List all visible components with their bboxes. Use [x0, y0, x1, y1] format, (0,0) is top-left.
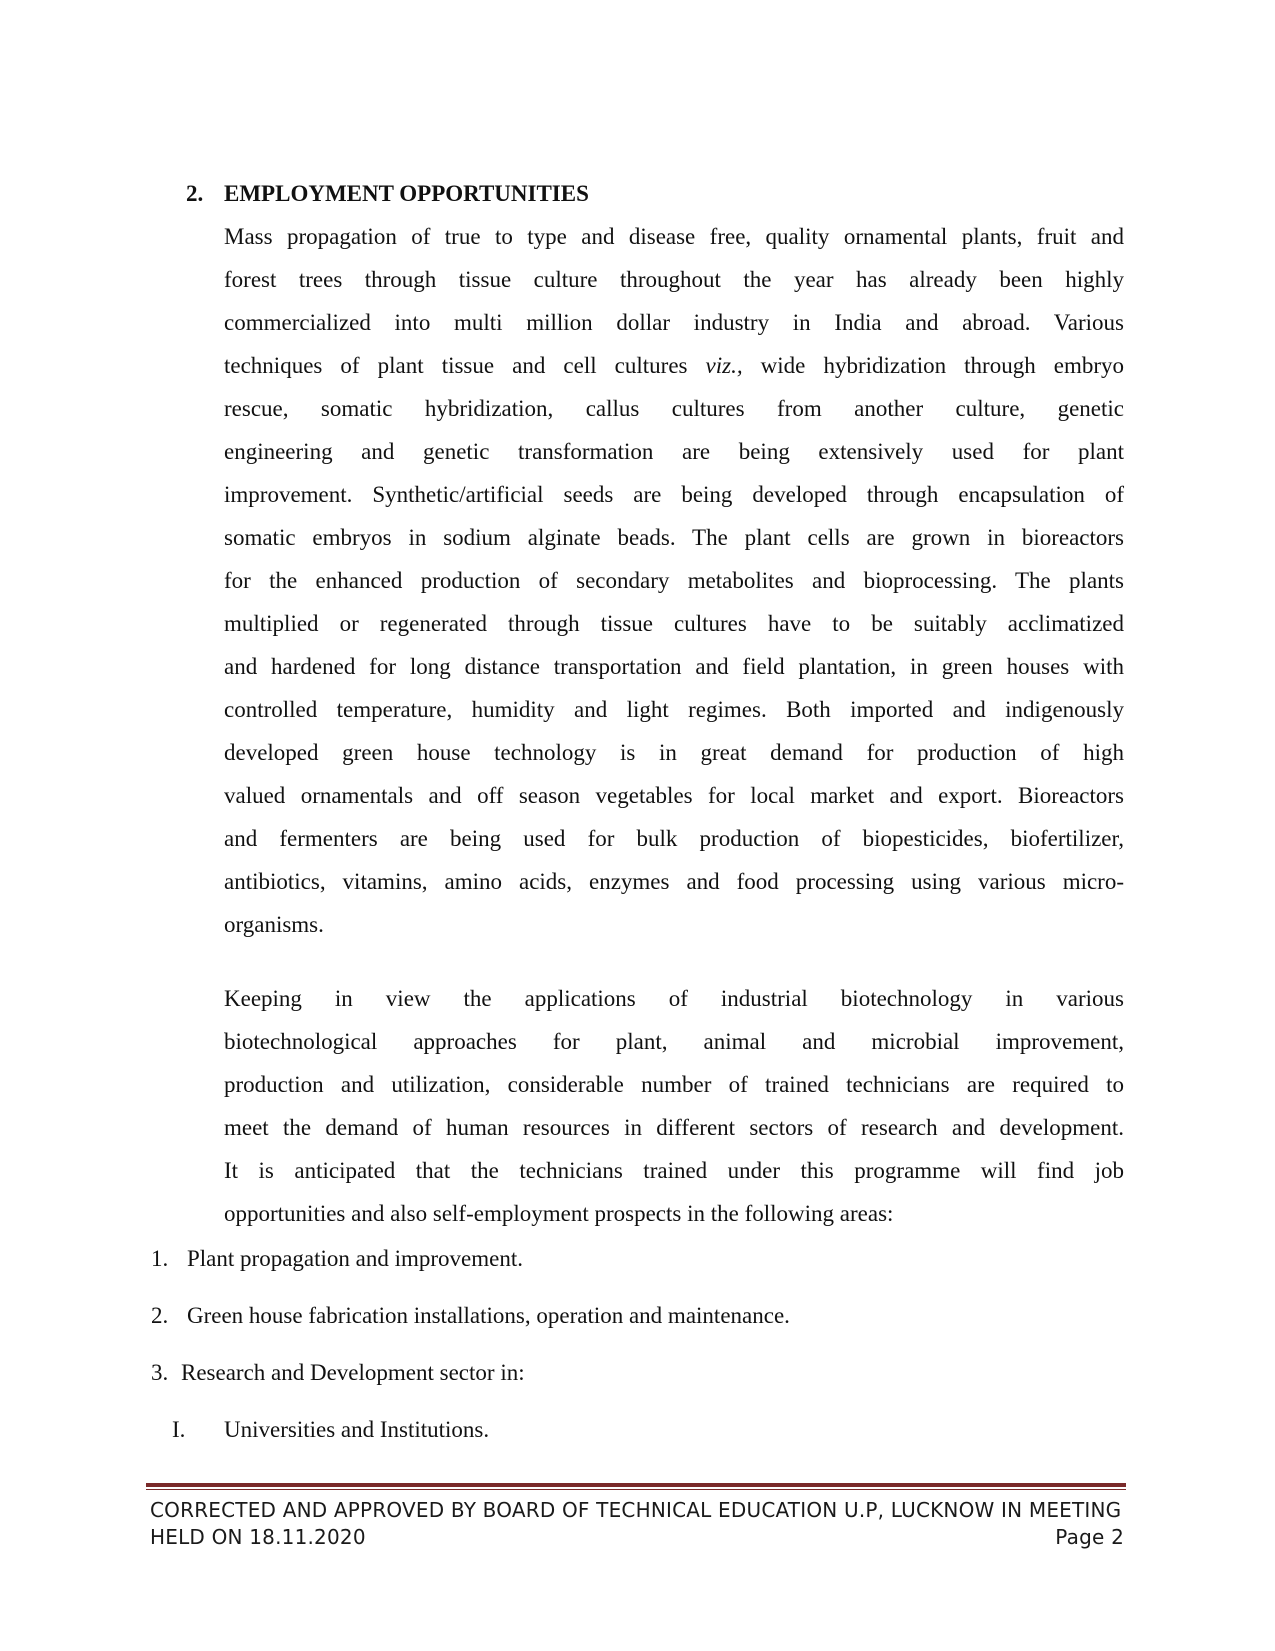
page-footer — [150, 1497, 1124, 1551]
list-marker: 2. — [151, 1303, 169, 1328]
paragraph-line: valued ornamentals and off season vegetables for local market and export. Bioreactors — [224, 783, 1124, 808]
paragraph-line: organisms. — [224, 912, 324, 937]
section-heading — [186, 178, 589, 210]
footer-approval-text: CORRECTED AND APPROVED BY BOARD OF TECHNICAL EDUCATION U.P, LUCKNOW IN MEETING — [150, 1498, 1122, 1522]
section-title: EMPLOYMENT OPPORTUNITIES — [224, 181, 589, 206]
paragraph-line: opportunities and also self-employment prospects in the following areas: — [224, 1201, 894, 1226]
paragraph-line: rescue, somatic hybridization, callus cultures from another culture, genetic — [224, 396, 1124, 421]
list-item-text: Plant propagation and improvement. — [187, 1246, 523, 1271]
list-item — [151, 1243, 523, 1275]
sub-list-item — [172, 1414, 489, 1446]
footer-line-1 — [150, 1497, 1124, 1524]
paragraph-line: meet the demand of human resources in different sectors of research and development. — [224, 1115, 1124, 1140]
page-number: Page 2 — [1055, 1525, 1124, 1549]
line-segment: wide hybridization through embryo — [760, 353, 1125, 378]
list-item — [151, 1300, 790, 1332]
paragraph-line: forest trees through tissue culture throughout the year has already been highly — [224, 267, 1124, 292]
employment-paragraph-1 — [224, 215, 1124, 946]
employment-paragraph-2 — [224, 977, 1124, 1235]
footer-meeting-date: HELD ON 18.11.2020 — [150, 1525, 366, 1549]
paragraph-line: multiplied or regenerated through tissue cultures have to be suitably acclimatized — [224, 611, 1124, 636]
paragraph-line: biotechnological approaches for plant, animal and microbial improvement, — [224, 1029, 1124, 1054]
paragraph-line: for the enhanced production of secondary metabolites and bioprocessing. The plants — [224, 568, 1124, 593]
section-number: 2. — [186, 181, 204, 206]
paragraph-line: and hardened for long distance transportation and field plantation, in green houses with — [224, 654, 1124, 679]
footer-divider-thick — [146, 1483, 1126, 1487]
paragraph-line: controlled temperature, humidity and light regimes. Both imported and indigenously — [224, 697, 1124, 722]
list-marker: 3. — [151, 1360, 169, 1385]
list-marker: I. — [172, 1417, 186, 1442]
paragraph-line: antibiotics, vitamins, amino acids, enzymes and food processing using various micro- — [224, 869, 1124, 894]
paragraph-line: It is anticipated that the technicians trained under this programme will find job — [224, 1158, 1124, 1183]
paragraph-line: improvement. Synthetic/artificial seeds are being developed through encapsulation of — [224, 482, 1124, 507]
list-item-text: Green house fabrication installations, operation and maintenance. — [187, 1303, 790, 1328]
footer-divider-thin — [146, 1489, 1126, 1490]
line-segment: techniques of plant tissue and cell cultures — [224, 353, 688, 378]
list-marker: 1. — [151, 1246, 169, 1271]
italic-term: viz., — [705, 353, 743, 378]
footer-line-2 — [150, 1524, 1124, 1551]
paragraph-line: Keeping in view the applications of industrial biotechnology in various — [224, 986, 1124, 1011]
list-item — [151, 1357, 525, 1389]
paragraph-line: somatic embryos in sodium alginate beads. The plant cells are grown in bioreactors — [224, 525, 1124, 550]
paragraph-line: and fermenters are being used for bulk production of biopesticides, biofertilizer, — [224, 826, 1124, 851]
paragraph-line-with-italic — [224, 344, 1124, 387]
list-item-text: Universities and Institutions. — [224, 1417, 490, 1442]
paragraph-line: Mass propagation of true to type and disease free, quality ornamental plants, fruit and — [224, 224, 1124, 249]
paragraph-line: engineering and genetic transformation are being extensively used for plant — [224, 439, 1124, 464]
list-item-text: Research and Development sector in: — [181, 1360, 525, 1385]
paragraph-line: production and utilization, considerable number of trained technicians are required to — [224, 1072, 1124, 1097]
paragraph-line: commercialized into multi million dollar industry in India and abroad. Various — [224, 310, 1124, 335]
paragraph-line: developed green house technology is in great demand for production of high — [224, 740, 1124, 765]
